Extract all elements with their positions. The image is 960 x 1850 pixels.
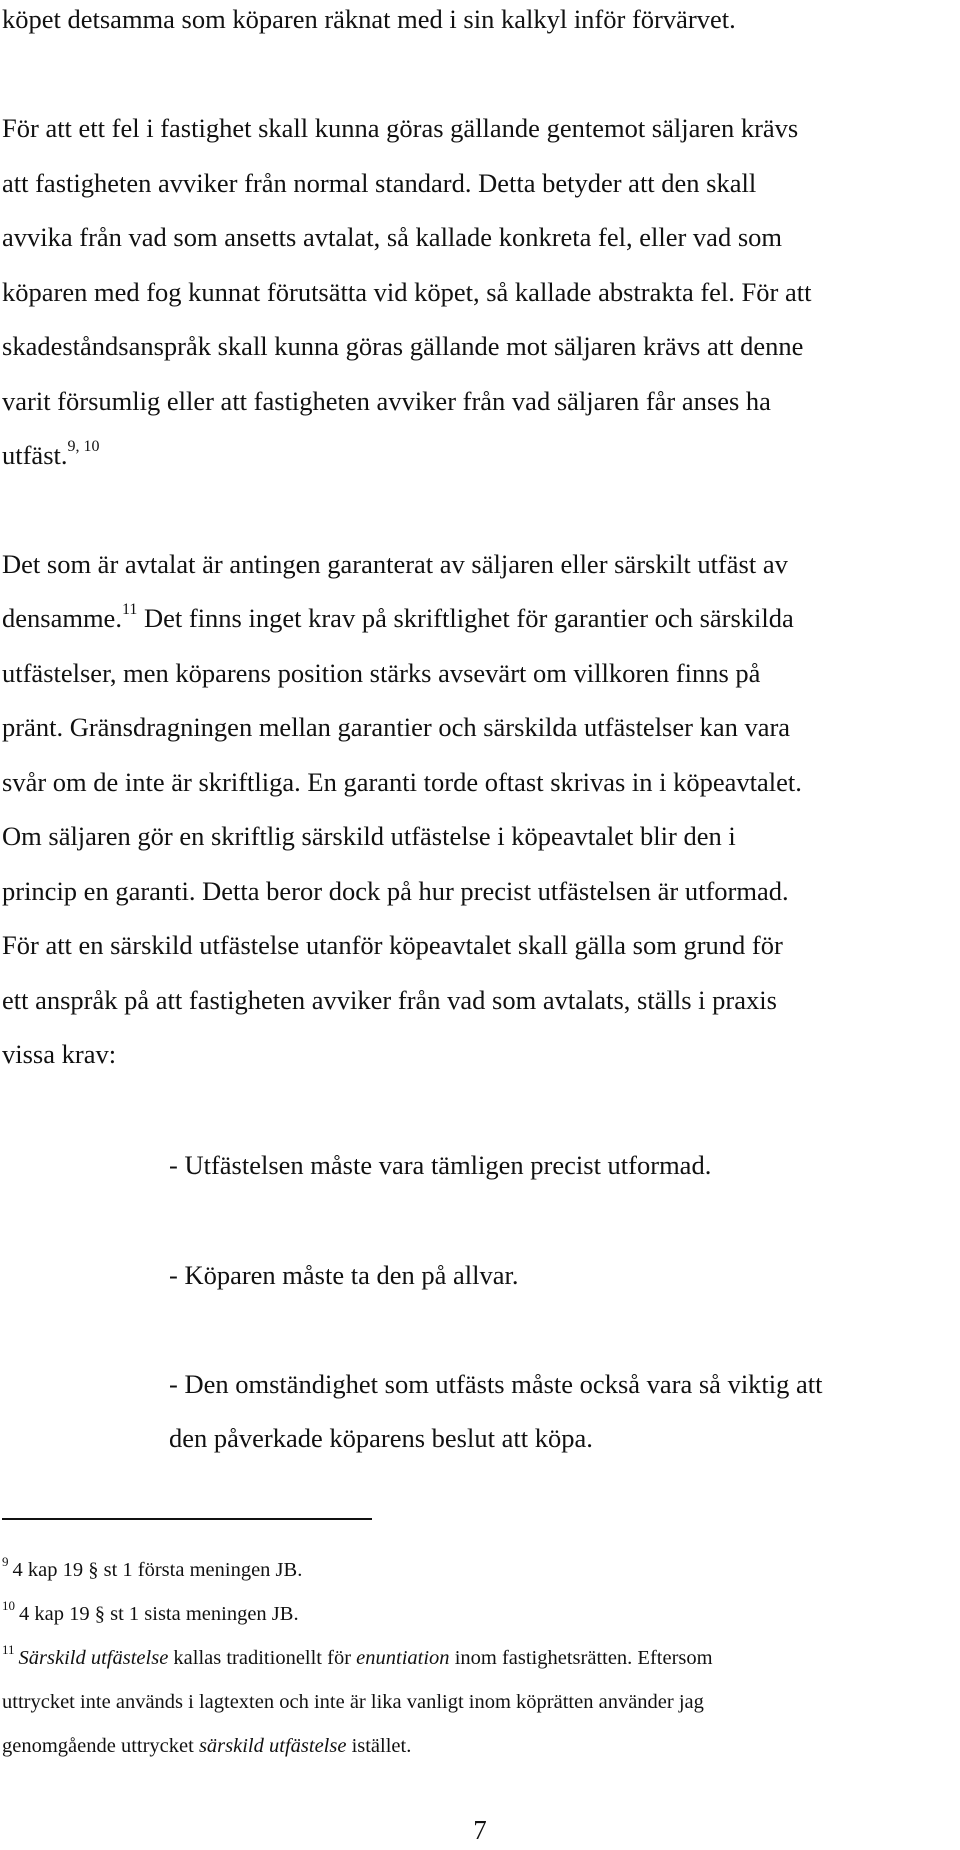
- footnote-reference[interactable]: 9, 10: [67, 438, 100, 455]
- line-text: Det finns inget krav på skriftlighet för garantier och särskilda: [137, 603, 794, 633]
- line-text: densamme.: [2, 603, 122, 633]
- footnote-text: 4 kap 19 § st 1 sista meningen JB.: [19, 1603, 299, 1625]
- footnote-number: 9: [2, 1554, 9, 1569]
- footnote-term: särskild utfästelse: [198, 1735, 347, 1757]
- page-number: 7: [473, 1815, 487, 1845]
- paragraph-line: svår om de inte är skriftliga. En garanti torde oftast skrivas in i köpeavtalet.: [2, 767, 802, 797]
- footnote-divider: [2, 1518, 372, 1520]
- footnote-number: 11: [2, 1642, 15, 1657]
- footnote-term: enuntiation: [356, 1647, 450, 1669]
- list-item: - Den omständighet som utfästs måste också vara så viktig att: [169, 1369, 823, 1399]
- footnote-number: 10: [2, 1598, 15, 1613]
- list-item: den påverkade köparens beslut att köpa.: [169, 1423, 593, 1453]
- list-item: - Utfästelsen måste vara tämligen precist utformad.: [169, 1150, 712, 1180]
- paragraph-line: köparen med fog kunnat förutsätta vid köpet, så kallade abstrakta fel. För att: [2, 277, 812, 307]
- footnote-text: genomgående uttrycket: [2, 1735, 199, 1757]
- paragraph-line: avvika från vad som ansetts avtalat, så kallade konkreta fel, eller vad som: [2, 222, 782, 252]
- paragraph-line: ett anspråk på att fastigheten avviker från vad som avtalats, ställs i praxis: [2, 985, 777, 1015]
- paragraph-line: [2, 428, 922, 488]
- footnote-text: inom fastighetsrätten. Eftersom: [449, 1647, 713, 1669]
- paragraph-line: För att ett fel i fastighet skall kunna göras gällande gentemot säljaren krävs: [2, 113, 799, 143]
- footnote-11-line-2: uttrycket inte används i lagtexten och inte är lika vanligt inom köprätten använder jag: [2, 1691, 704, 1713]
- footnote-11-line-3: [2, 1724, 942, 1768]
- paragraph-line: För att en särskild utfästelse utanför köpeavtalet skall gälla som grund för: [2, 930, 783, 960]
- footnote-9: [2, 1548, 942, 1594]
- paragraph-line: pränt. Gränsdragningen mellan garantier och särskilda utfästelser kan vara: [2, 712, 791, 742]
- continuation-line: köpet detsamma som köparen räknat med i sin kalkyl inför förvärvet.: [2, 4, 736, 34]
- paragraph-line: utfästelser, men köparens position stärks avsevärt om villkoren finns på: [2, 658, 761, 688]
- paragraph-line: Om säljaren gör en skriftlig särskild utfästelse i köpeavtalet blir den i: [2, 821, 736, 851]
- paragraph-line: vissa krav:: [2, 1039, 117, 1069]
- footnote-text: istället.: [346, 1735, 412, 1757]
- paragraph-line: Det som är avtalat är antingen garanterat av säljaren eller särskilt utfäst av: [2, 549, 788, 579]
- footnote-10: [2, 1592, 942, 1638]
- paragraph-line: [2, 591, 922, 651]
- list-item: - Köparen måste ta den på allvar.: [169, 1260, 519, 1290]
- paragraph-line: princip en garanti. Detta beror dock på hur precist utfästelsen är utformad.: [2, 876, 789, 906]
- footnote-text: kallas traditionellt för: [168, 1647, 357, 1669]
- footnote-reference[interactable]: 11: [121, 601, 138, 618]
- footnote-11: [2, 1636, 942, 1682]
- paragraph-line: skadeståndsanspråk skall kunna göras gällande mot säljaren krävs att denne: [2, 331, 804, 361]
- paragraph-line: att fastigheten avviker från normal standard. Detta betyder att den skall: [2, 168, 757, 198]
- footnote-term: Särskild utfästelse: [18, 1647, 169, 1669]
- footnote-text: 4 kap 19 § st 1 första meningen JB.: [12, 1559, 303, 1581]
- line-text: utfäst.: [2, 440, 68, 470]
- paragraph-line: varit försumlig eller att fastigheten avviker från vad säljaren får anses ha: [2, 386, 771, 416]
